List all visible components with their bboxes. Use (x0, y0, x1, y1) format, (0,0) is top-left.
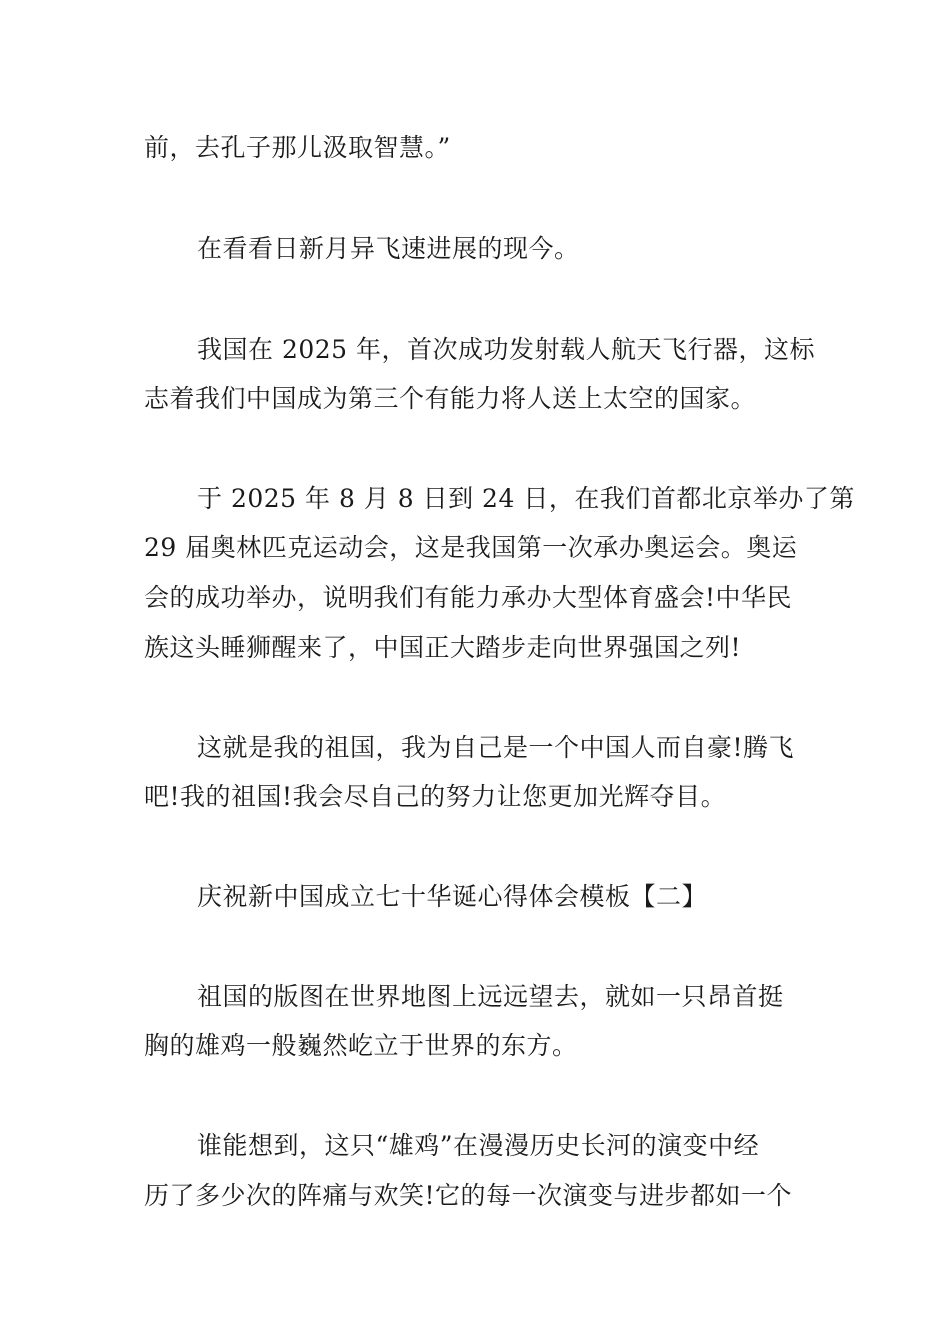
text-line: 会的成功举办，说明我们有能力承办大型体育盛会!中华民 (144, 583, 793, 612)
text-line: 前，去孔子那儿汲取智慧。” (144, 133, 451, 162)
text-line: 历了多少次的阵痛与欢笑!它的每一次演变与进步都如一个 (144, 1181, 793, 1210)
text-line: 我国在 2025 年，首次成功发射载人航天飞行器，这标 (197, 335, 816, 364)
text-line: 谁能想到，这只“雄鸡”在漫漫历史长河的演变中经 (197, 1131, 760, 1160)
text-line: 吧!我的祖国!我会尽自己的努力让您更加光辉夺目。 (144, 782, 727, 811)
text-line: 这就是我的祖国，我为自己是一个中国人而自豪!腾飞 (197, 733, 795, 762)
text-line: 于 2025 年 8 月 8 日到 24 日，在我们首都北京举办了第 (197, 484, 855, 513)
heading-line: 庆祝新中国成立七十华诞心得体会模板【二】 (197, 882, 708, 911)
text-line: 族这头睡狮醒来了，中国正大踏步走向世界强国之列! (144, 633, 742, 662)
text-line: 胸的雄鸡一般巍然屹立于世界的东方。 (144, 1031, 578, 1060)
text-line: 祖国的版图在世界地图上远远望去，就如一只昂首挺 (197, 982, 784, 1011)
text-line: 在看看日新月异飞速进展的现今。 (197, 234, 580, 263)
text-line: 29 届奥林匹克运动会，这是我国第一次承办奥运会。奥运 (144, 533, 798, 562)
text-line: 志着我们中国成为第三个有能力将人送上太空的国家。 (144, 384, 757, 413)
